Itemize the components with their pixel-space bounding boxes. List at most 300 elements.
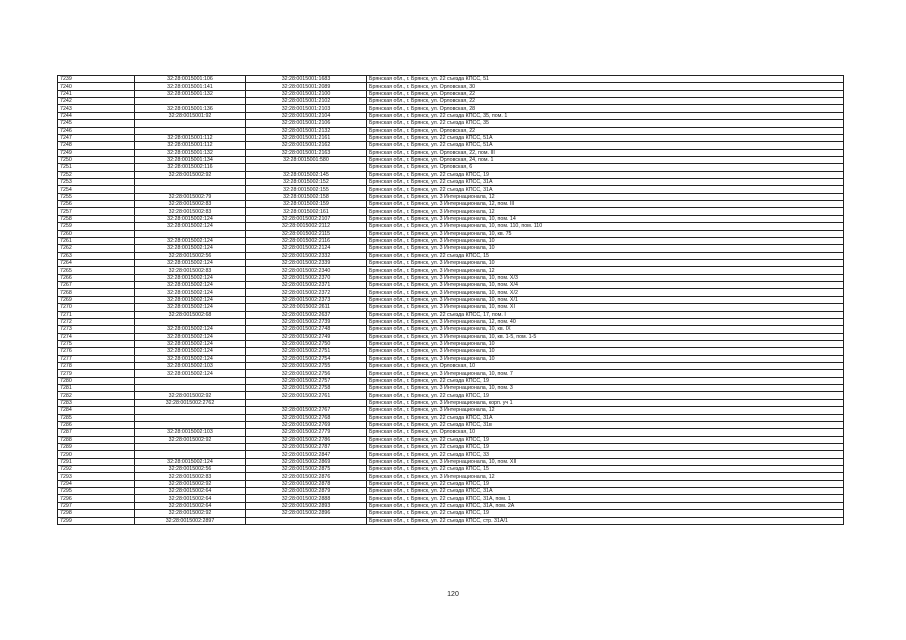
address-cell: Брянская обл., г. Брянск, ул. 22 съезда КПСС, 51: [367, 76, 844, 83]
row-number-cell: 7270: [58, 304, 135, 311]
parent-cadastral-number-cell: [135, 230, 246, 237]
address-cell: Брянская обл., г. Брянск, ул. 3 Интернационала, 12: [367, 407, 844, 414]
address-cell: Брянская обл., г. Брянск, ул. 22 съезда КПСС, 31А: [367, 179, 844, 186]
parent-cadastral-number-cell: 32:28:0015002:2897: [135, 517, 246, 524]
table-row: [58, 193, 844, 200]
row-number-cell: 7250: [58, 156, 135, 163]
table-row: [58, 296, 844, 303]
parent-cadastral-number-cell: 32:28:0015002:103: [135, 363, 246, 370]
address-cell: Брянская обл., г. Брянск, ул. 22 съезда КПСС, 31А: [367, 186, 844, 193]
address-cell: Брянская обл., г. Брянск, ул. 3 Интернационала, корп. уч 1: [367, 399, 844, 406]
parent-cadastral-number-cell: 32:28:0015002:103: [135, 429, 246, 436]
address-register-table: [57, 75, 844, 525]
address-cell: Брянская обл., г. Брянск, ул. 3 Интернационала, 10, пом. XI: [367, 304, 844, 311]
address-cell: Брянская обл., г. Брянск, ул. 3 Интернационала, 10, пом. Х/1: [367, 296, 844, 303]
parent-cadastral-number-cell: [135, 421, 246, 428]
address-cell: Брянская обл., г. Брянск, ул. 3 Интернационала, 10: [367, 245, 844, 252]
row-number-cell: 7288: [58, 436, 135, 443]
address-cell: Брянская обл., г. Брянск, ул. 22 съезда КПСС, 31в: [367, 421, 844, 428]
row-number-cell: 7247: [58, 134, 135, 141]
address-cell: Брянская обл., г. Брянск, ул. Орловская, 22, пом. III: [367, 149, 844, 156]
parent-cadastral-number-cell: 32:28:0015002:124: [135, 340, 246, 347]
cadastral-number-cell: [246, 517, 367, 524]
row-number-cell: 7291: [58, 458, 135, 465]
address-cell: Брянская обл., г. Брянск, ул. 22 съезда КПСС, 35: [367, 120, 844, 127]
parent-cadastral-number-cell: 32:28:0015002:124: [135, 370, 246, 377]
cadastral-number-cell: 32:28:0015002:2893: [246, 502, 367, 509]
row-number-cell: 7276: [58, 348, 135, 355]
page-number: 120: [447, 591, 459, 598]
table-row: [58, 502, 844, 509]
table-row: [58, 495, 844, 502]
row-number-cell: 7269: [58, 296, 135, 303]
parent-cadastral-number-cell: 32:28:0015002:2762: [135, 399, 246, 406]
row-number-cell: 7248: [58, 142, 135, 149]
row-number-cell: 7286: [58, 421, 135, 428]
parent-cadastral-number-cell: 32:28:0015002:56: [135, 466, 246, 473]
address-cell: Брянская обл., г. Брянск, ул. 3 Интернационала, 10, кв. 1-5, пом. 1-5: [367, 333, 844, 340]
cadastral-number-cell: 32:28:0015002:2124: [246, 245, 367, 252]
table-row: [58, 407, 844, 414]
address-cell: Брянская обл., г. Брянск, ул. Орловская, 28: [367, 105, 844, 112]
table-row: [58, 245, 844, 252]
cadastral-number-cell: 32:28:0015001:2100: [246, 90, 367, 97]
cadastral-number-cell: 32:28:0015002:2370: [246, 274, 367, 281]
cadastral-number-cell: 32:28:0015002:2116: [246, 237, 367, 244]
cadastral-number-cell: 32:28:0015002:2875: [246, 466, 367, 473]
parent-cadastral-number-cell: [135, 385, 246, 392]
row-number-cell: 7252: [58, 171, 135, 178]
table-row: [58, 179, 844, 186]
table-row: [58, 201, 844, 208]
parent-cadastral-number-cell: 32:28:0015001:136: [135, 105, 246, 112]
row-number-cell: 7260: [58, 230, 135, 237]
row-number-cell: 7249: [58, 149, 135, 156]
address-cell: Брянская обл., г. Брянск, ул. 3 Интернационала, 12: [367, 473, 844, 480]
table-row: [58, 510, 844, 517]
cadastral-number-cell: 32:28:0015002:2112: [246, 223, 367, 230]
cadastral-number-cell: 32:28:0015001:580: [246, 156, 367, 163]
parent-cadastral-number-cell: 32:28:0015001:141: [135, 83, 246, 90]
table-row: [58, 237, 844, 244]
row-number-cell: 7290: [58, 451, 135, 458]
address-cell: Брянская обл., г. Брянск, ул. Орловская, 22: [367, 98, 844, 105]
table-row: [58, 311, 844, 318]
table-row: [58, 76, 844, 83]
parent-cadastral-number-cell: 32:28:0015001:132: [135, 149, 246, 156]
parent-cadastral-number-cell: 32:28:0015001:106: [135, 76, 246, 83]
table-row: [58, 171, 844, 178]
address-cell: Брянская обл., г. Брянск, ул. 22 съезда КПСС, стр. 31А/1: [367, 517, 844, 524]
cadastral-number-cell: 32:28:0015002:152: [246, 179, 367, 186]
address-cell: Брянская обл., г. Брянск, ул. 22 съезда КПСС, 19: [367, 443, 844, 450]
cadastral-number-cell: 32:28:0015002:2779: [246, 429, 367, 436]
cadastral-number-cell: 32:28:0015002:145: [246, 171, 367, 178]
parent-cadastral-number-cell: 32:28:0015001:112: [135, 134, 246, 141]
cadastral-number-cell: 32:28:0015002:2757: [246, 377, 367, 384]
parent-cadastral-number-cell: 32:28:0015002:124: [135, 289, 246, 296]
table-row: [58, 90, 844, 97]
row-number-cell: 7256: [58, 201, 135, 208]
cadastral-number-cell: 32:28:0015001:2132: [246, 127, 367, 134]
table-row: [58, 436, 844, 443]
cadastral-number-cell: 32:28:0015001:2089: [246, 83, 367, 90]
address-cell: Брянская обл., г. Брянск, ул. 3 Интернационала, 10: [367, 237, 844, 244]
address-cell: Брянская обл., г. Брянск, ул. 3 Интернационала, 10, кв. 75: [367, 230, 844, 237]
table-row: [58, 289, 844, 296]
table-row: [58, 105, 844, 112]
cadastral-number-cell: 32:28:0015002:2896: [246, 510, 367, 517]
parent-cadastral-number-cell: 32:28:0015002:83: [135, 201, 246, 208]
row-number-cell: 7259: [58, 223, 135, 230]
row-number-cell: 7251: [58, 164, 135, 171]
cadastral-number-cell: 32:28:0015001:2103: [246, 105, 367, 112]
parent-cadastral-number-cell: 32:28:0015002:124: [135, 223, 246, 230]
table-row: [58, 399, 844, 406]
table-row: [58, 112, 844, 119]
address-cell: Брянская обл., г. Брянск, ул. 3 Интернационала, 12: [367, 208, 844, 215]
table-row: [58, 149, 844, 156]
parent-cadastral-number-cell: 32:28:0015002:124: [135, 282, 246, 289]
cadastral-number-cell: 32:28:0015002:2340: [246, 267, 367, 274]
parent-cadastral-number-cell: 32:28:0015002:92: [135, 480, 246, 487]
register-table-body: [58, 76, 844, 525]
parent-cadastral-number-cell: [135, 414, 246, 421]
row-number-cell: 7257: [58, 208, 135, 215]
row-number-cell: 7264: [58, 259, 135, 266]
address-cell: Брянская обл., г. Брянск, ул. 3 Интернационала, 10, пом. 3: [367, 385, 844, 392]
table-row: [58, 458, 844, 465]
table-row: [58, 473, 844, 480]
row-number-cell: 7298: [58, 510, 135, 517]
table-row: [58, 355, 844, 362]
row-number-cell: 7258: [58, 215, 135, 222]
row-number-cell: 7242: [58, 98, 135, 105]
table-row: [58, 318, 844, 325]
row-number-cell: 7272: [58, 318, 135, 325]
table-row: [58, 326, 844, 333]
row-number-cell: 7280: [58, 377, 135, 384]
cadastral-number-cell: 32:28:0015002:2769: [246, 421, 367, 428]
parent-cadastral-number-cell: 32:28:0015002:92: [135, 510, 246, 517]
table-row: [58, 392, 844, 399]
parent-cadastral-number-cell: 32:28:0015001:112: [135, 142, 246, 149]
row-number-cell: 7267: [58, 282, 135, 289]
parent-cadastral-number-cell: [135, 443, 246, 450]
row-number-cell: 7271: [58, 311, 135, 318]
parent-cadastral-number-cell: 32:28:0015002:124: [135, 259, 246, 266]
cadastral-number-cell: 32:28:0015002:2371: [246, 282, 367, 289]
row-number-cell: 7285: [58, 414, 135, 421]
address-cell: Брянская обл., г. Брянск, ул. 3 Интернационала, 10, пом. Х/2: [367, 289, 844, 296]
cadastral-number-cell: 32:28:0015001:2163: [246, 149, 367, 156]
address-cell: Брянская обл., г. Брянск, ул. 3 Интернационала, 10, пом. XII: [367, 458, 844, 465]
table-row: [58, 252, 844, 259]
address-cell: Брянская обл., г. Брянск, ул. Орловская, 10: [367, 429, 844, 436]
parent-cadastral-number-cell: [135, 407, 246, 414]
cadastral-number-cell: 32:28:0015001:2102: [246, 98, 367, 105]
parent-cadastral-number-cell: 32:28:0015002:124: [135, 304, 246, 311]
table-row: [58, 127, 844, 134]
row-number-cell: 7263: [58, 252, 135, 259]
parent-cadastral-number-cell: 32:28:0015002:83: [135, 473, 246, 480]
row-number-cell: 7245: [58, 120, 135, 127]
table-row: [58, 259, 844, 266]
row-number-cell: 7253: [58, 179, 135, 186]
cadastral-number-cell: 32:28:0015002:2876: [246, 473, 367, 480]
parent-cadastral-number-cell: 32:28:0015002:92: [135, 171, 246, 178]
table-row: [58, 208, 844, 215]
row-number-cell: 7297: [58, 502, 135, 509]
cadastral-number-cell: 32:28:0015002:2637: [246, 311, 367, 318]
address-cell: Брянская обл., г. Брянск, ул. Орловская, 22: [367, 127, 844, 134]
row-number-cell: 7241: [58, 90, 135, 97]
row-number-cell: 7246: [58, 127, 135, 134]
cadastral-number-cell: 32:28:0015002:2749: [246, 333, 367, 340]
cadastral-number-cell: 32:28:0015002:2756: [246, 370, 367, 377]
table-row: [58, 134, 844, 141]
table-row: [58, 83, 844, 90]
cadastral-number-cell: 32:28:0015002:2787: [246, 443, 367, 450]
cadastral-number-cell: 32:28:0015002:2748: [246, 326, 367, 333]
cadastral-number-cell: 32:28:0015002:2786: [246, 436, 367, 443]
parent-cadastral-number-cell: 32:28:0015002:92: [135, 436, 246, 443]
cadastral-number-cell: 32:28:0015002:2878: [246, 480, 367, 487]
table-row: [58, 429, 844, 436]
row-number-cell: 7279: [58, 370, 135, 377]
address-cell: Брянская обл., г. Брянск, ул. Орловская, 10: [367, 363, 844, 370]
cadastral-number-cell: 32:28:0015002:161: [246, 208, 367, 215]
cadastral-number-cell: 32:28:0015002:2755: [246, 363, 367, 370]
cadastral-number-cell: 32:28:0015001:2161: [246, 134, 367, 141]
parent-cadastral-number-cell: 32:28:0015002:68: [135, 311, 246, 318]
cadastral-number-cell: 32:28:0015002:2739: [246, 318, 367, 325]
cadastral-number-cell: 32:28:0015002:2107: [246, 215, 367, 222]
row-number-cell: 7299: [58, 517, 135, 524]
parent-cadastral-number-cell: 32:28:0015002:83: [135, 208, 246, 215]
table-row: [58, 215, 844, 222]
parent-cadastral-number-cell: 32:28:0015002:79: [135, 193, 246, 200]
row-number-cell: 7255: [58, 193, 135, 200]
address-cell: Брянская обл., г. Брянск, ул. 22 съезда КПСС, 31А, пом. 2А: [367, 502, 844, 509]
table-row: [58, 466, 844, 473]
table-row: [58, 370, 844, 377]
row-number-cell: 7266: [58, 274, 135, 281]
row-number-cell: 7261: [58, 237, 135, 244]
parent-cadastral-number-cell: 32:28:0015002:124: [135, 245, 246, 252]
cadastral-number-cell: 32:28:0015002:2611: [246, 304, 367, 311]
address-cell: Брянская обл., г. Брянск, ул. 22 съезда КПСС, 31А: [367, 414, 844, 421]
address-cell: Брянская обл., г. Брянск, ул. 22 съезда КПСС, 15: [367, 466, 844, 473]
table-row: [58, 340, 844, 347]
row-number-cell: 7284: [58, 407, 135, 414]
parent-cadastral-number-cell: 32:28:0015002:116: [135, 164, 246, 171]
cadastral-number-cell: 32:28:0015002:2373: [246, 296, 367, 303]
cadastral-number-cell: 32:28:0015002:158: [246, 193, 367, 200]
table-row: [58, 451, 844, 458]
row-number-cell: 7292: [58, 466, 135, 473]
row-number-cell: 7289: [58, 443, 135, 450]
cadastral-number-cell: 32:28:0015002:2751: [246, 348, 367, 355]
address-cell: Брянская обл., г. Брянск, ул. 22 съезда КПСС, 51А: [367, 142, 844, 149]
address-cell: Брянская обл., г. Брянск, ул. Орловская, 24, пом. 1: [367, 156, 844, 163]
parent-cadastral-number-cell: [135, 127, 246, 134]
parent-cadastral-number-cell: [135, 451, 246, 458]
address-cell: Брянская обл., г. Брянск, ул. 22 съезда КПСС, 19: [367, 171, 844, 178]
row-number-cell: 7281: [58, 385, 135, 392]
address-cell: Брянская обл., г. Брянск, ул. 3 Интернационала, 10: [367, 348, 844, 355]
address-cell: Брянская обл., г. Брянск, ул. 22 съезда КПСС, 31А: [367, 488, 844, 495]
parent-cadastral-number-cell: 32:28:0015002:124: [135, 355, 246, 362]
row-number-cell: 7283: [58, 399, 135, 406]
table-row: [58, 304, 844, 311]
row-number-cell: 7262: [58, 245, 135, 252]
cadastral-number-cell: 32:28:0015002:2888: [246, 495, 367, 502]
parent-cadastral-number-cell: 32:28:0015002:64: [135, 502, 246, 509]
address-cell: Брянская обл., г. Брянск, ул. 3 Интернационала, 12: [367, 267, 844, 274]
address-cell: Брянская обл., г. Брянск, ул. 3 Интернационала, 10, пом. 14: [367, 215, 844, 222]
row-number-cell: 7243: [58, 105, 135, 112]
cadastral-number-cell: 32:28:0015001:2104: [246, 112, 367, 119]
row-number-cell: 7273: [58, 326, 135, 333]
table-row: [58, 274, 844, 281]
row-number-cell: 7239: [58, 76, 135, 83]
cadastral-number-cell: [246, 399, 367, 406]
cadastral-number-cell: 32:28:0015001:2106: [246, 120, 367, 127]
table-row: [58, 156, 844, 163]
parent-cadastral-number-cell: 32:28:0015001:134: [135, 156, 246, 163]
row-number-cell: 7268: [58, 289, 135, 296]
cadastral-number-cell: 32:28:0015002:2332: [246, 252, 367, 259]
parent-cadastral-number-cell: 32:28:0015002:56: [135, 252, 246, 259]
parent-cadastral-number-cell: 32:28:0015001:132: [135, 90, 246, 97]
cadastral-number-cell: 32:28:0015002:2768: [246, 414, 367, 421]
address-cell: Брянская обл., г. Брянск, ул. 22 съезда КПСС, 19: [367, 436, 844, 443]
table-row: [58, 348, 844, 355]
cadastral-number-cell: 32:28:0015002:2372: [246, 289, 367, 296]
cadastral-number-cell: 32:28:0015001:1683: [246, 76, 367, 83]
cadastral-number-cell: 32:28:0015002:155: [246, 186, 367, 193]
table-row: [58, 164, 844, 171]
parent-cadastral-number-cell: [135, 186, 246, 193]
row-number-cell: 7295: [58, 488, 135, 495]
address-cell: Брянская обл., г. Брянск, ул. 22 съезда КПСС, 19: [367, 510, 844, 517]
table-row: [58, 142, 844, 149]
address-cell: Брянская обл., г. Брянск, ул. 22 съезда КПСС, 33: [367, 451, 844, 458]
table-row: [58, 120, 844, 127]
table-row: [58, 443, 844, 450]
cadastral-number-cell: 32:28:0015002:2758: [246, 385, 367, 392]
row-number-cell: 7294: [58, 480, 135, 487]
cadastral-number-cell: [246, 164, 367, 171]
row-number-cell: 7254: [58, 186, 135, 193]
table-row: [58, 517, 844, 524]
cadastral-number-cell: 32:28:0015002:2339: [246, 259, 367, 266]
table-row: [58, 488, 844, 495]
address-cell: Брянская обл., г. Брянск, ул. Орловская, 6: [367, 164, 844, 171]
parent-cadastral-number-cell: [135, 98, 246, 105]
table-row: [58, 414, 844, 421]
table-row: [58, 480, 844, 487]
parent-cadastral-number-cell: 32:28:0015002:124: [135, 237, 246, 244]
parent-cadastral-number-cell: 32:28:0015001:92: [135, 112, 246, 119]
cadastral-number-cell: 32:28:0015002:159: [246, 201, 367, 208]
cadastral-number-cell: 32:28:0015002:2115: [246, 230, 367, 237]
address-cell: Брянская обл., г. Брянск, ул. 22 съезда КПСС, 35, пом. 1: [367, 112, 844, 119]
address-cell: Брянская обл., г. Брянск, ул. 3 Интернационала, 10, пом. 7: [367, 370, 844, 377]
row-number-cell: 7244: [58, 112, 135, 119]
address-cell: Брянская обл., г. Брянск, ул. 3 Интернационала, 10, пом. 110, пом. 110: [367, 223, 844, 230]
address-cell: Брянская обл., г. Брянск, ул. 22 съезда КПСС, 31А, пом. 1: [367, 495, 844, 502]
table-row: [58, 186, 844, 193]
table-row: [58, 421, 844, 428]
address-cell: Брянская обл., г. Брянск, ул. Орловская, 22: [367, 90, 844, 97]
parent-cadastral-number-cell: 32:28:0015002:64: [135, 495, 246, 502]
cadastral-number-cell: 32:28:0015002:2869: [246, 458, 367, 465]
parent-cadastral-number-cell: [135, 318, 246, 325]
address-cell: Брянская обл., г. Брянск, ул. 3 Интернационала, 10: [367, 355, 844, 362]
address-cell: Брянская обл., г. Брянск, ул. Орловская, 30: [367, 83, 844, 90]
table-row: [58, 385, 844, 392]
table-row: [58, 98, 844, 105]
cadastral-number-cell: 32:28:0015002:2767: [246, 407, 367, 414]
parent-cadastral-number-cell: 32:28:0015002:64: [135, 488, 246, 495]
row-number-cell: 7287: [58, 429, 135, 436]
cadastral-number-cell: 32:28:0015002:2879: [246, 488, 367, 495]
address-cell: Брянская обл., г. Брянск, ул. 3 Интернационала, 10: [367, 259, 844, 266]
parent-cadastral-number-cell: 32:28:0015002:124: [135, 348, 246, 355]
address-cell: Брянская обл., г. Брянск, ул. 3 Интернационала, 12: [367, 193, 844, 200]
row-number-cell: 7275: [58, 340, 135, 347]
row-number-cell: 7265: [58, 267, 135, 274]
address-cell: Брянская обл., г. Брянск, ул. 22 съезда КПСС, 19: [367, 392, 844, 399]
address-cell: Брянская обл., г. Брянск, ул. 3 Интернационала, 12, пом. III: [367, 201, 844, 208]
cadastral-number-cell: 32:28:0015002:2847: [246, 451, 367, 458]
cadastral-number-cell: 32:28:0015002:2750: [246, 340, 367, 347]
cadastral-number-cell: 32:28:0015002:2761: [246, 392, 367, 399]
parent-cadastral-number-cell: 32:28:0015002:124: [135, 296, 246, 303]
parent-cadastral-number-cell: [135, 120, 246, 127]
address-cell: Брянская обл., г. Брянск, ул. 22 съезда КПСС, 19: [367, 480, 844, 487]
address-cell: Брянская обл., г. Брянск, ул. 3 Интернационала, 12, пом. 40: [367, 318, 844, 325]
table-row: [58, 230, 844, 237]
table-row: [58, 333, 844, 340]
address-cell: Брянская обл., г. Брянск, ул. 3 Интернационала, 10, пом. Х/3: [367, 274, 844, 281]
address-cell: Брянская обл., г. Брянск, ул. 22 съезда КПСС, 19: [367, 377, 844, 384]
parent-cadastral-number-cell: 32:28:0015002:124: [135, 458, 246, 465]
parent-cadastral-number-cell: 32:28:0015002:124: [135, 333, 246, 340]
address-cell: Брянская обл., г. Брянск, ул. 3 Интернационала, 10: [367, 340, 844, 347]
row-number-cell: 7282: [58, 392, 135, 399]
row-number-cell: 7278: [58, 363, 135, 370]
address-cell: Брянская обл., г. Брянск, ул. 22 съезда КПСС, 17, пом. I: [367, 311, 844, 318]
table-row: [58, 363, 844, 370]
cadastral-number-cell: 32:28:0015002:2754: [246, 355, 367, 362]
parent-cadastral-number-cell: 32:28:0015002:83: [135, 267, 246, 274]
address-cell: Брянская обл., г. Брянск, ул. 3 Интернационала, 10, кв. IX: [367, 326, 844, 333]
address-cell: Брянская обл., г. Брянск, ул. 22 съезда КПСС, 51А: [367, 134, 844, 141]
address-cell: Брянская обл., г. Брянск, ул. 3 Интернационала, 10, пом. Х/4: [367, 282, 844, 289]
row-number-cell: 7240: [58, 83, 135, 90]
row-number-cell: 7296: [58, 495, 135, 502]
address-cell: Брянская обл., г. Брянск, ул. 22 съезда КПСС, 15: [367, 252, 844, 259]
parent-cadastral-number-cell: 32:28:0015002:92: [135, 392, 246, 399]
row-number-cell: 7293: [58, 473, 135, 480]
parent-cadastral-number-cell: 32:28:0015002:124: [135, 215, 246, 222]
table-row: [58, 282, 844, 289]
row-number-cell: 7274: [58, 333, 135, 340]
parent-cadastral-number-cell: [135, 179, 246, 186]
